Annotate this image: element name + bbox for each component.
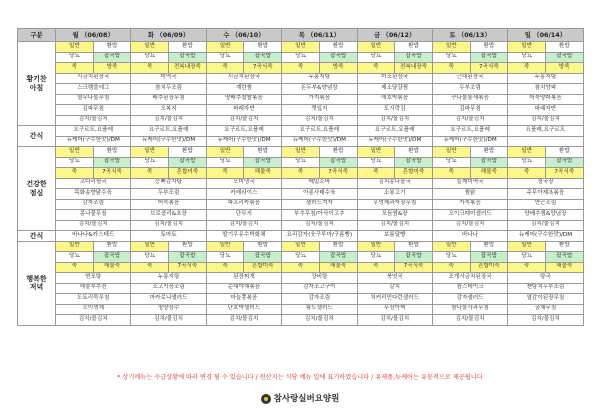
header-day: 토 （06/13） [432, 29, 507, 42]
diet-mixed-label: 환밥 [470, 147, 508, 158]
dish-item: 김치/물김치 [508, 315, 583, 326]
meal-label-lunch: 건강한 점심 [18, 147, 56, 231]
snack-item: 요구르트,요플레 [432, 126, 507, 137]
diet-multigrain-label: 잡곡밥 [93, 252, 131, 263]
dish-item: 된장찌개 [206, 273, 281, 284]
diet-mixed-label: 환밥 [169, 42, 207, 53]
snack-item: 요구르트,요플레 [357, 126, 432, 137]
diet-diabetic-label: 당뇨 [131, 157, 169, 168]
diet-porridge-label: 죽 [282, 168, 320, 179]
porridge-item: 7곡식죽 [169, 262, 207, 273]
diet-porridge-label: 죽 [131, 262, 169, 273]
diet-normal-label: 일반 [508, 42, 546, 53]
diet-multigrain-label: 잡곡밥 [319, 252, 357, 263]
diet-normal-label: 일반 [56, 147, 94, 158]
dish-item: 주무아제욕볶음 [508, 189, 583, 200]
dish-item: 오이생채 [56, 304, 131, 315]
dish-item: 조개시금치된장국 [432, 273, 507, 284]
diet-porridge-label: 죽 [508, 262, 546, 273]
diet-multigrain-label: 잡곡밥 [395, 52, 433, 63]
diet-porridge-label: 죽 [131, 168, 169, 179]
dish-item: 두부조림 [432, 84, 507, 95]
dish-item: 미역국 [131, 73, 206, 84]
dish-item: 코다리찜국 [56, 178, 131, 189]
porridge-item: 해물죽 [93, 262, 131, 273]
dish-item: 참나물사과무침 [432, 304, 507, 315]
dish-item: 단무지 [206, 210, 281, 221]
header-day: 월 （06/08） [56, 29, 131, 42]
diet-mixed-label: 환밥 [244, 147, 282, 158]
diet-multigrain-label: 잡곡밥 [93, 52, 131, 63]
diet-normal-label: 일반 [432, 147, 470, 158]
diet-normal-label: 일반 [131, 147, 169, 158]
snack-item: 딸기우유수박화채 [206, 231, 281, 242]
dish-item: 누룽지탕 [131, 273, 206, 284]
dish-item: 김치/물김치 [432, 220, 507, 231]
snack-item: 요구르트,요플레 [131, 126, 206, 137]
diet-multigrain-label: 잡곡밥 [545, 52, 583, 63]
diet-porridge-label: 죽 [357, 63, 395, 74]
diet-normal-label: 일반 [357, 147, 395, 158]
org-logo-icon [261, 394, 271, 404]
porridge-item: 해물죽 [319, 262, 357, 273]
porridge-item: 방죽 [545, 63, 583, 74]
snack-item: 뉴케어(구수한맛)/DM [56, 136, 131, 147]
dish-item: 깻잎지 [282, 105, 357, 116]
diet-porridge-label: 죽 [432, 63, 470, 74]
diet-normal-label: 일반 [206, 42, 244, 53]
diet-diabetic-label: 당뇨 [357, 52, 395, 63]
porridge-item: 해물죽 [545, 262, 583, 273]
dish-item: 부추무침/아삭이고추 [282, 210, 357, 221]
diet-normal-label: 일반 [508, 147, 546, 158]
dish-item: 오복지 [131, 105, 206, 116]
diet-normal-label: 일반 [282, 42, 320, 53]
snack-item: 뉴케어(구수한맛)/DM [357, 136, 432, 147]
diet-mixed-label: 환밥 [93, 241, 131, 252]
diet-normal-label: 일반 [131, 42, 169, 53]
diet-multigrain-label: 잡곡밥 [244, 157, 282, 168]
dish-item: 참치양파 [508, 84, 583, 95]
dish-item: 카레라이스 [206, 189, 281, 200]
dish-item: 갈치 [357, 283, 432, 294]
dish-item: 스크램블에그 [56, 84, 131, 95]
dish-item: 애호박볶음 [357, 94, 432, 105]
diet-porridge-label: 죽 [432, 262, 470, 273]
dish-item: 김치/물김치 [206, 220, 281, 231]
snack-item: 요리감자(웃구루마/구름빵) [282, 231, 357, 242]
dish-item: 김치/물김치 [56, 115, 131, 126]
diet-porridge-label: 죽 [432, 168, 470, 179]
dish-item: 감자샐러드 [432, 294, 507, 305]
diet-diabetic-label: 당뇨 [282, 52, 320, 63]
dish-item: 김치/물김치 [282, 115, 357, 126]
diet-porridge-label: 죽 [508, 168, 546, 179]
dish-item: 시금치된장국 [56, 73, 131, 84]
porridge-item: 흔합미죽 [244, 262, 282, 273]
porridge-item: 해물죽 [470, 168, 508, 179]
diet-mixed-label: 환밥 [244, 42, 282, 53]
diet-porridge-label: 죽 [357, 262, 395, 273]
porridge-item: 방죽 [93, 63, 131, 74]
meal-label-snack1: 간식 [18, 126, 56, 147]
diet-diabetic-label: 당뇨 [432, 252, 470, 263]
dish-item: 브로콜리&초장 [131, 210, 206, 221]
diet-normal-label: 일반 [56, 42, 94, 53]
porridge-item: 흔합미죽 [470, 262, 508, 273]
dish-item: 김치/물김치 [206, 115, 281, 126]
diet-mixed-label: 환밥 [319, 147, 357, 158]
dish-item: 제소달걀찜 [357, 84, 432, 95]
dish-item: 김치/물김치 [357, 315, 432, 326]
dish-item: 근대된장국 [432, 73, 507, 84]
dish-item: 김치/물김치 [357, 220, 432, 231]
snack-item: 뉴케어(구수한맛)/DM [282, 136, 357, 147]
dish-item: 마카로니샐러드 [131, 294, 206, 305]
diet-porridge-label: 죽 [357, 168, 395, 179]
dish-item: 열감이된장무침 [508, 294, 583, 305]
dish-item: 감자조고구이 [282, 283, 357, 294]
dish-item: 꾸나물통새볶음 [432, 94, 507, 105]
diet-multigrain-label: 잡곡밥 [169, 157, 207, 168]
dish-item: 황도샐러드 [282, 304, 357, 315]
porridge-item: 방죽 [319, 63, 357, 74]
dish-item: 탕국 [508, 273, 583, 284]
diet-multigrain-label: 잡곡밥 [93, 157, 131, 168]
diet-mixed-label: 환밥 [169, 241, 207, 252]
diet-multigrain-label: 잡곡밥 [470, 252, 508, 263]
snack-item [508, 136, 583, 147]
dish-item: 메밀소바 [282, 178, 357, 189]
header-day: 일 （06/14） [508, 29, 583, 42]
header-label: 구분 [18, 29, 56, 42]
dish-item: 샐러드겨자 [282, 199, 357, 210]
dish-item: 치커리민다런샐러드 [357, 294, 432, 305]
dish-item: 두부조림 [131, 189, 206, 200]
dish-item: 파래자반 [206, 105, 281, 116]
diet-multigrain-label: 잡곡밥 [470, 157, 508, 168]
porridge-item: 7곡식죽 [395, 262, 433, 273]
diet-diabetic-label: 당뇨 [508, 157, 546, 168]
diet-normal-label: 일반 [131, 241, 169, 252]
dish-item: 누룽지탕 [282, 73, 357, 84]
dish-item: 계란찜 [206, 84, 281, 95]
dish-item: 면포탕 [56, 273, 131, 284]
snack-item: 요플레,요구르트 [508, 126, 583, 137]
diet-normal-label: 일반 [357, 241, 395, 252]
diet-diabetic-label: 당뇨 [56, 157, 94, 168]
diet-diabetic-label: 당뇨 [206, 52, 244, 63]
dish-item: 아롱사태수육 [282, 189, 357, 200]
dish-item: 연근조림 [508, 199, 583, 210]
dish-item: 목화송향닭수육 [56, 189, 131, 200]
diet-mixed-label: 환밥 [319, 42, 357, 53]
dish-item: 감자조림 [56, 199, 131, 210]
diet-mixed-label: 환밥 [395, 147, 433, 158]
dish-item: 어묵볶음 [131, 199, 206, 210]
diet-multigrain-label: 잡곡밥 [244, 252, 282, 263]
meal-label-breakfast: 황기찬 아침 [18, 42, 56, 126]
dish-item: 오미냉국 [206, 178, 281, 189]
org-name: 참사랑실버요양원 [273, 394, 340, 404]
diet-mixed-label: 환밥 [545, 241, 583, 252]
porridge-item: 7곡식죽 [470, 63, 508, 74]
dish-item: 순대야채볶음 [206, 283, 281, 294]
porridge-item: 7곡식죽 [319, 168, 357, 179]
diet-porridge-label: 죽 [56, 168, 94, 179]
diet-normal-label: 일반 [206, 241, 244, 252]
header-day: 목 （06/11） [282, 29, 357, 42]
diet-porridge-label: 죽 [206, 262, 244, 273]
diet-diabetic-label: 당뇨 [508, 252, 546, 263]
diet-diabetic-label: 당뇨 [131, 252, 169, 263]
dish-item: 누룽지탕 [508, 73, 583, 84]
diet-diabetic-label: 당뇨 [206, 252, 244, 263]
diet-multigrain-label: 잡곡밥 [395, 157, 433, 168]
diet-porridge-label: 죽 [131, 63, 169, 74]
dish-item: 가지볶음 [282, 94, 357, 105]
diet-multigrain-label: 잡곡밥 [470, 52, 508, 63]
dish-item: 오이크래미샐러드 [432, 210, 507, 221]
dish-item: 어묵양파볶음 [508, 94, 583, 105]
diet-mixed-label: 환밥 [93, 147, 131, 158]
porridge-item: 전복내장죽 [169, 63, 207, 74]
snack-item: 요구르트,요플레 [282, 126, 357, 137]
snack-item: 보름달빵 [357, 231, 432, 242]
dish-item: 강비탕 [282, 273, 357, 284]
dish-item: 등뼈감자탕 [131, 178, 206, 189]
diet-multigrain-label: 잡곡밥 [395, 252, 433, 263]
diet-mixed-label: 환밥 [545, 42, 583, 53]
diet-diabetic-label: 당뇨 [432, 157, 470, 168]
dish-item: 모듬쌈&장 [357, 210, 432, 221]
dish-item: 김치/물김치 [56, 315, 131, 326]
dish-item: 청국장 [508, 178, 583, 189]
porridge-item: 전복내장죽 [395, 63, 433, 74]
meal-label-dinner: 행복한 저녁 [18, 241, 56, 325]
dish-item: 감자조림 [282, 294, 357, 305]
porridge-item: 해물죽 [244, 168, 282, 179]
dish-item: 단호박샐러드 [206, 304, 281, 315]
dish-item: 김치/물김치 [282, 220, 357, 231]
diet-normal-label: 일반 [432, 42, 470, 53]
dish-item: 들깨미역국 [432, 178, 507, 189]
dish-item: 가지볶음 [432, 199, 507, 210]
dish-item: 김치/물김치 [131, 220, 206, 231]
diet-mixed-label: 환밥 [470, 42, 508, 53]
snack-item: 바나나 [432, 231, 507, 242]
snack-item: 바나나&카스테드 [56, 231, 131, 242]
diet-normal-label: 일반 [282, 147, 320, 158]
header-day: 화 （06/09） [131, 29, 206, 42]
diet-porridge-label: 죽 [508, 63, 546, 74]
porridge-item: 7곡식죽 [545, 168, 583, 179]
dish-item: 콩나물무침 [56, 210, 131, 221]
dish-item: 김파무침 [56, 105, 131, 116]
porridge-item: 7곡식죽 [244, 63, 282, 74]
footer-org-name [0, 392, 600, 404]
dish-item: 소고기장조림 [131, 283, 206, 294]
dish-item: 양배추찜&양념장 [508, 210, 583, 221]
diet-multigrain-label: 잡곡밥 [545, 157, 583, 168]
dish-item: 김치/물김치 [508, 220, 583, 231]
snack-item: 요구르트,요플레 [56, 126, 131, 137]
dish-item: 김치/물김치 [432, 115, 507, 126]
diet-diabetic-label: 당뇨 [131, 52, 169, 63]
dish-item: 김치/물김치 [282, 315, 357, 326]
diet-multigrain-label: 잡곡밥 [244, 52, 282, 63]
dish-item: 김파무침 [432, 105, 507, 116]
dish-item: 북엇국 [357, 273, 432, 284]
diet-porridge-label: 죽 [56, 262, 94, 273]
diet-multigrain-label: 잡곡밥 [169, 252, 207, 263]
diet-mixed-label: 환밥 [244, 241, 282, 252]
dish-item: 청양장수 [131, 304, 206, 315]
diet-diabetic-label: 당뇨 [56, 52, 94, 63]
diet-diabetic-label: 당뇨 [357, 157, 395, 168]
diet-diabetic-label: 당뇨 [357, 252, 395, 263]
diet-normal-label: 일반 [206, 147, 244, 158]
diet-multigrain-label: 잡곡밥 [319, 157, 357, 168]
dish-item: 파프리카볶음 [206, 199, 281, 210]
diet-diabetic-label: 당뇨 [432, 52, 470, 63]
dish-item: 해물부추전 [56, 283, 131, 294]
header-day: 금 （06/12） [357, 29, 432, 42]
dish-item: 김치/물김치 [131, 115, 206, 126]
diet-mixed-label: 환밥 [395, 42, 433, 53]
diet-mixed-label: 환밥 [93, 42, 131, 53]
dish-item: 도시락김 [357, 105, 432, 116]
diet-diabetic-label: 당뇨 [282, 157, 320, 168]
meal-label-snack2: 간식 [18, 231, 56, 242]
dish-item: 참스테이크 [432, 283, 507, 294]
dish-item: 무장아찌 [357, 304, 432, 315]
dish-item: 소봉고기 [357, 189, 432, 200]
diet-mixed-label: 환밥 [395, 241, 433, 252]
diet-diabetic-label: 당뇨 [282, 252, 320, 263]
dish-item: 참치두조림 [131, 84, 206, 95]
dish-item: 찜닭 [432, 189, 507, 200]
dish-item: 우엉제과자장무침 [357, 199, 432, 210]
diet-multigrain-label: 잡곡밥 [545, 252, 583, 263]
diet-diabetic-label: 당뇨 [56, 252, 94, 263]
porridge-item: 흔합미죽 [395, 168, 433, 179]
porridge-item: 7곡식죽 [93, 168, 131, 179]
diet-multigrain-label: 잡곡밥 [169, 52, 207, 63]
dish-item: 김치/물김치 [432, 315, 507, 326]
dish-item: 김치콩나물국 [357, 178, 432, 189]
menu-table-wrap [17, 28, 583, 326]
menu-note: * 상기메뉴는 수급상황에 따라 변경 될 수 있습니다 / 원산지는 식당 메뉴 일에 표기하였습니다 / 유제품,뉴케어는 유동적으로 제공됩니다 [117, 374, 483, 381]
porridge-item: 흔합미죽 [169, 168, 207, 179]
diet-porridge-label: 죽 [56, 63, 94, 74]
dish-item: 미소된장국 [357, 73, 432, 84]
dish-item: 김치/물김치 [131, 315, 206, 326]
diet-mixed-label: 환밥 [470, 241, 508, 252]
dish-item: 돈두부&양념장 [282, 84, 357, 95]
dish-item: 도토리묵무침 [56, 294, 131, 305]
dish-item: 시금치된장국 [206, 73, 281, 84]
dish-item: 김치/물김치 [206, 315, 281, 326]
diet-normal-label: 일반 [357, 42, 395, 53]
diet-multigrain-label: 잡곡밥 [319, 52, 357, 63]
dish-item: 파래자반 [508, 105, 583, 116]
diet-diabetic-label: 당뇨 [206, 157, 244, 168]
dish-item: 김치/물김치 [357, 115, 432, 126]
diet-normal-label: 일반 [282, 241, 320, 252]
snack-item: 뉴케어(구수한맛)/DM [432, 136, 507, 147]
dish-item: 마늘쫑볶음 [206, 294, 281, 305]
snack-item: 뉴케어(구수한맛)/DM [131, 136, 206, 147]
diet-mixed-label: 환밥 [545, 147, 583, 158]
dish-item: 열무나물무침 [56, 94, 131, 105]
diet-porridge-label: 죽 [282, 63, 320, 74]
dish-item: 양배추찹쌀볶음 [206, 94, 281, 105]
snack-item: 뉴케어(구수한맛)/DM [508, 231, 583, 242]
dish-item: 젠탕치두부조림 [508, 283, 583, 294]
diet-porridge-label: 죽 [206, 63, 244, 74]
diet-diabetic-label: 당뇨 [508, 52, 546, 63]
diet-normal-label: 일반 [56, 241, 94, 252]
weekly-menu-table [17, 28, 584, 326]
snack-item: 요구르트,요플레 [206, 126, 281, 137]
header-day: 수 （06/10） [206, 29, 281, 42]
diet-porridge-label: 죽 [282, 262, 320, 273]
diet-mixed-label: 환밥 [169, 147, 207, 158]
dish-item: 궁채무침 [508, 304, 583, 315]
dish-item: 김치/물김치 [56, 220, 131, 231]
dish-item: 배추된장무침 [131, 94, 206, 105]
diet-normal-label: 일반 [508, 241, 546, 252]
diet-mixed-label: 환밥 [319, 241, 357, 252]
snack-item: 토마토 [131, 231, 206, 242]
snack-item: 뉴케어(구수한맛)/DM [206, 136, 281, 147]
diet-porridge-label: 죽 [206, 168, 244, 179]
dish-item: 김치/물김치 [508, 115, 583, 126]
diet-normal-label: 일반 [432, 241, 470, 252]
